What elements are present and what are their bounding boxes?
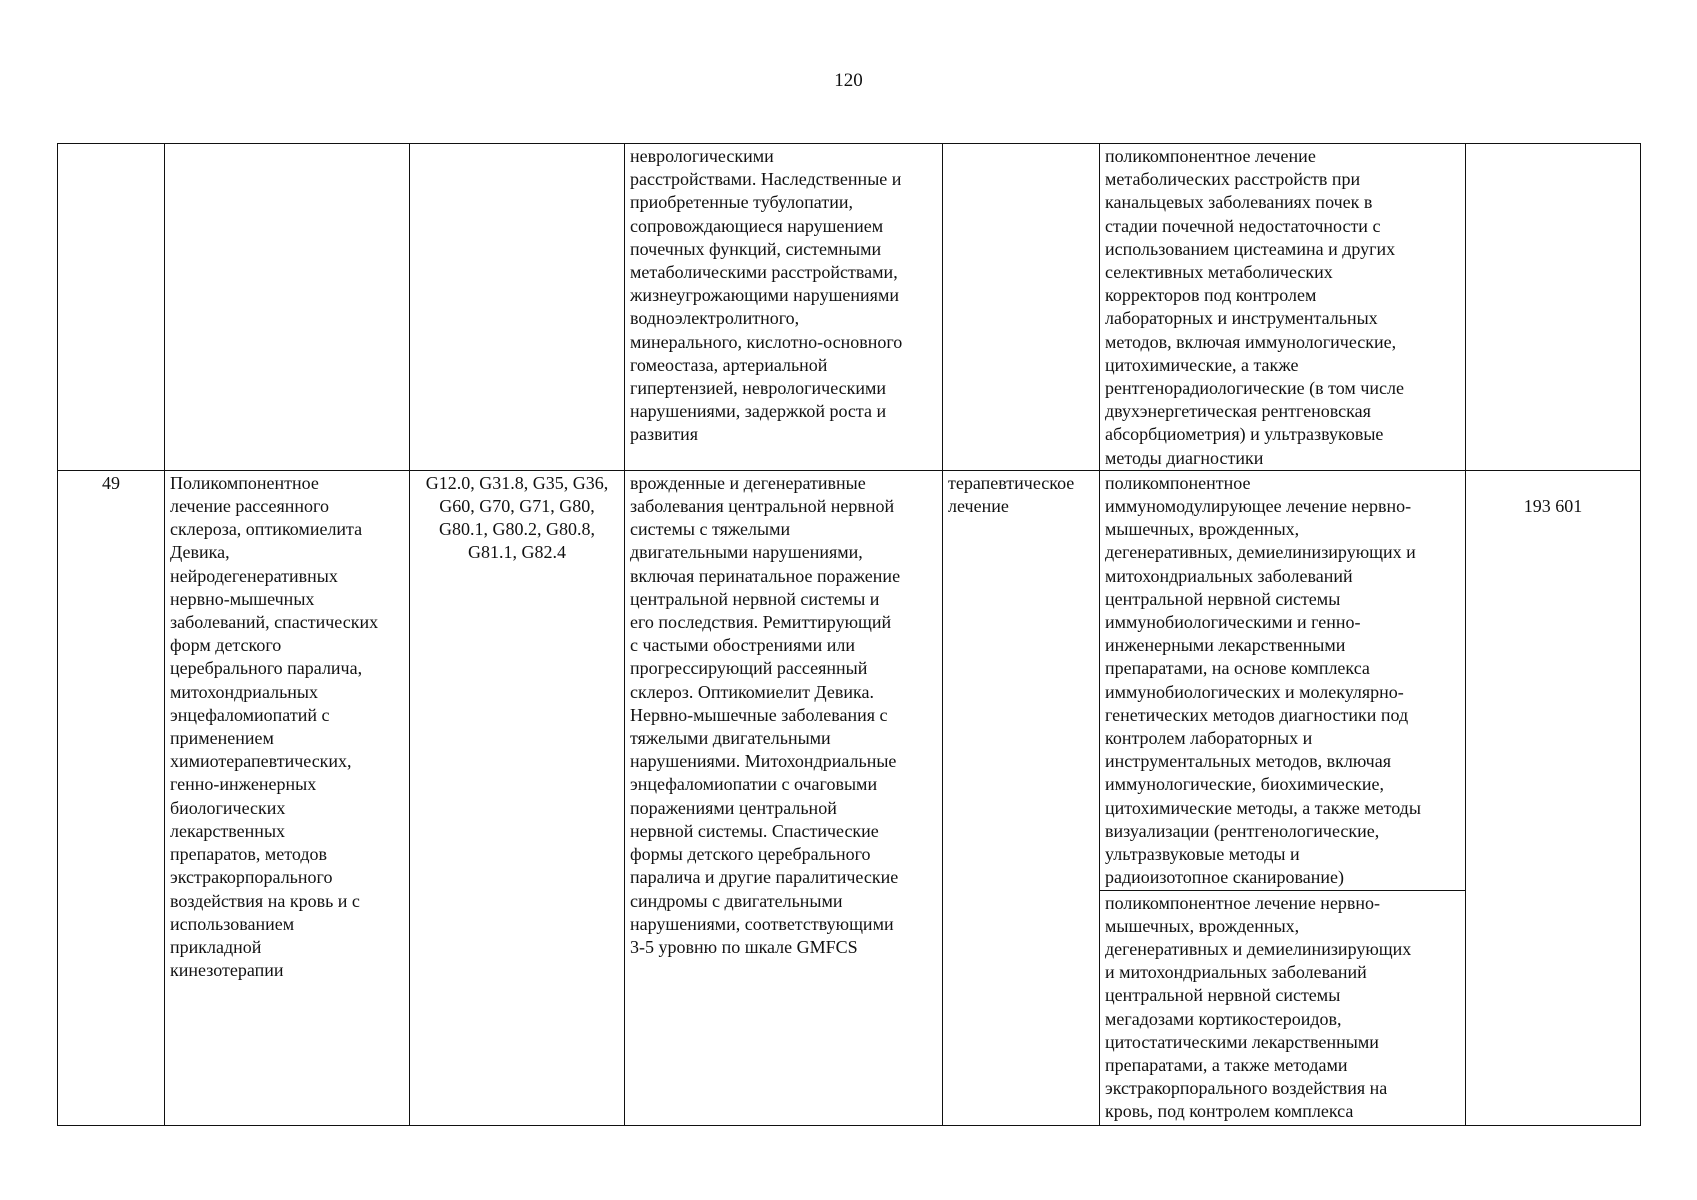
cell-name: Поликомпонентное лечение рассеянного склероза, оптикомиелита Девика, нейродегенеративных нервно-мышечных заболеваний, спастических форм детского церебрального паралича, митохондриальных энцефаломиопатий с применением химиотерапевтических, генно-инженерных биологических лекарственных препаратов, методов экстракорпорального воздействия на кровь и с использованием прикладной кинезотерапии (165, 470, 410, 1125)
table-row-continued (58, 144, 1641, 471)
cell-cost (1466, 144, 1641, 471)
cell-codes: G12.0, G31.8, G35, G36, G60, G70, G71, G80, G80.1, G80.2, G80.8, G81.1, G82.4 (410, 470, 625, 1125)
cell-treatment-method: поликомпонентное лечение метаболических расстройств при канальцевых заболеваниях почек в стадии почечной недостаточности с использованием цистеамина и других селективных метаболических корректоров под контролем лабораторных и инструментальных методов, включая иммунологические, цитохимические, а также рентгенорадиологические (в том числе двухэнергетическая рентгеновская абсорбциометрия) и ультразвуковые методы диагностики (1100, 144, 1466, 471)
page-number: 120 (834, 70, 863, 91)
cell-treatment-method: поликомпонентное лечение нервно- мышечных, врожденных, дегенеративных и демиелинизирующих и митохондриальных заболеваний центральной нервной системы мегадозами кортикостероидов, цитостатическими лекарственными препаратами, а также методами экстракорпорального воздействия на кровь, под контролем комплекса (1100, 890, 1466, 1125)
medical-care-table (57, 143, 1641, 1126)
cell-diagnosis: врожденные и дегенеративные заболевания центральной нервной системы с тяжелыми двигательными нарушениями, включая перинатальное поражение центральной нервной системы и его последствия. Ремиттирующий с частыми обострениями или прогрессирующий рассеянный склероз. Оптикомиелит Девика. Нервно-мышечные заболевания с тяжелыми двигательными нарушениями. Митохондриальные энцефаломиопатии с очаговыми поражениями центральной нервной системы. Спастические формы детского церебрального паралича и другие паралитические синдромы с двигательными нарушениями, соответствующими 3-5 уровню по шкале GMFCS (625, 470, 943, 1125)
cell-diagnosis: неврологическими расстройствами. Наследственные и приобретенные тубулопатии, сопровождающиеся нарушением почечных функций, системными метаболическими расстройствами, жизнеугрожающими нарушениями водноэлектролитного, минерального, кислотно-основного гомеостаза, артериальной гипертензией, неврологическими нарушениями, задержкой роста и развития (625, 144, 943, 471)
cell-codes (410, 144, 625, 471)
cell-cost: 193 601 (1466, 470, 1641, 1125)
cell-number (58, 144, 165, 471)
cell-treatment-type (943, 144, 1100, 471)
cell-treatment-type: терапевтическое лечение (943, 470, 1100, 1125)
table-row-49 (58, 470, 1641, 890)
cell-number: 49 (58, 470, 165, 1125)
cell-treatment-method: поликомпонентное иммуномодулирующее лечение нервно- мышечных, врожденных, дегенеративных, демиелинизирующих и митохондриальных заболеваний центральной нервной системы иммунобиологическими и генно- инженерными лекарственными препаратами, на основе комплекса иммунобиологических и молекулярно- генетических методов диагностики под контролем лабораторных и инструментальных методов, включая иммунологические, биохимические, цитохимические методы, а также методы визуализации (рентгенологические, ультразвуковые методы и радиоизотопное сканирование) (1100, 470, 1466, 890)
cell-name (165, 144, 410, 471)
